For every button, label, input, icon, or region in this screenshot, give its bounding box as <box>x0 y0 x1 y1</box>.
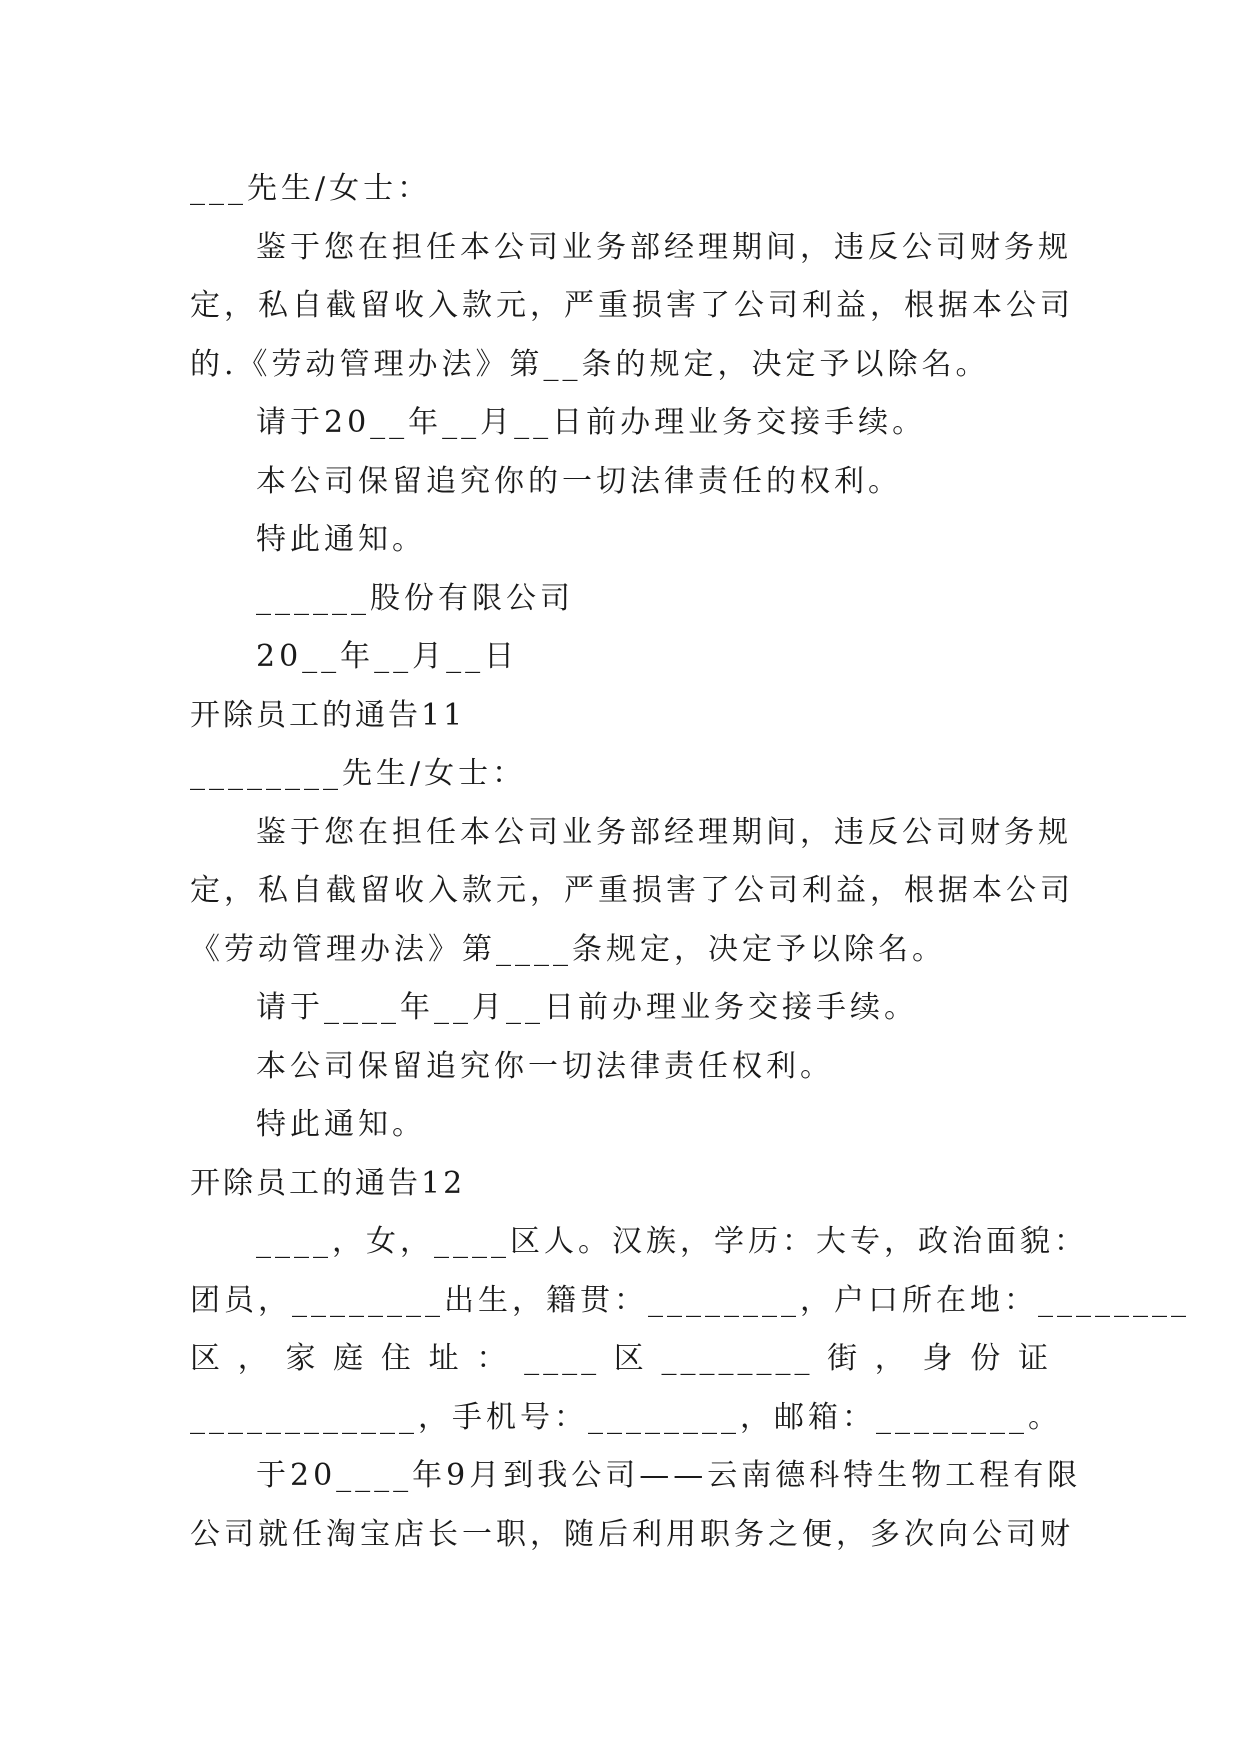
document-body <box>190 160 1190 1564</box>
paragraph-line: 特此通知。 <box>256 1107 426 1142</box>
signature-date-line: 20__年__月__日 <box>256 639 519 674</box>
paragraph-line: 请于20__年__月__日前办理业务交接手续。 <box>256 405 927 440</box>
paragraph-line: 《劳动管理办法》第____条规定，决定予以除名。 <box>190 931 946 967</box>
paragraph-line: 特此通知。 <box>256 522 426 557</box>
paragraph-line: 团员，________出生，籍贯：________，户口所在地：________ <box>190 1282 1190 1318</box>
paragraph-line: 公司就任淘宝店长一职，随后利用职务之便，多次向公司财 <box>190 1516 1074 1552</box>
paragraph-line: 定，私自截留收入款元，严重损害了公司利益，根据本公司 <box>190 288 1074 323</box>
signature-company-line: ______股份有限公司 <box>256 580 574 616</box>
paragraph-line: 区 ， 家 庭 住 址 ： ____ 区 ________ 街 ， 身 份 证 <box>190 1341 1052 1376</box>
salutation-line: ________先生/女士： <box>190 756 527 791</box>
paragraph-line: 本公司保留追究你的一切法律责任的权利。 <box>256 463 902 499</box>
section-heading: 开除员工的通告11 <box>190 697 466 733</box>
paragraph-line: 于20____年9月到我公司——云南德科特生物工程有限 <box>256 1458 1082 1493</box>
paragraph-line: ____，女，____区人。汉族，学历：大专，政治面貌： <box>256 1224 1088 1259</box>
section-heading: 开除员工的通告12 <box>190 1165 466 1201</box>
salutation-line: ___先生/女士： <box>190 171 432 206</box>
paragraph-line: 鉴于您在担任本公司业务部经理期间，违反公司财务规 <box>256 229 1072 265</box>
paragraph-line: ____________，手机号：________，邮箱：________。 <box>190 1399 1062 1435</box>
paragraph-line: 鉴于您在担任本公司业务部经理期间，违反公司财务规 <box>256 814 1072 850</box>
paragraph-line: 的.《劳动管理办法》第__条的规定，决定予以除名。 <box>190 346 990 382</box>
paragraph-line: 请于____年__月__日前办理业务交接手续。 <box>256 990 918 1025</box>
paragraph-line: 定，私自截留收入款元，严重损害了公司利益，根据本公司 <box>190 873 1074 908</box>
paragraph-line: 本公司保留追究你一切法律责任权利。 <box>256 1048 834 1084</box>
